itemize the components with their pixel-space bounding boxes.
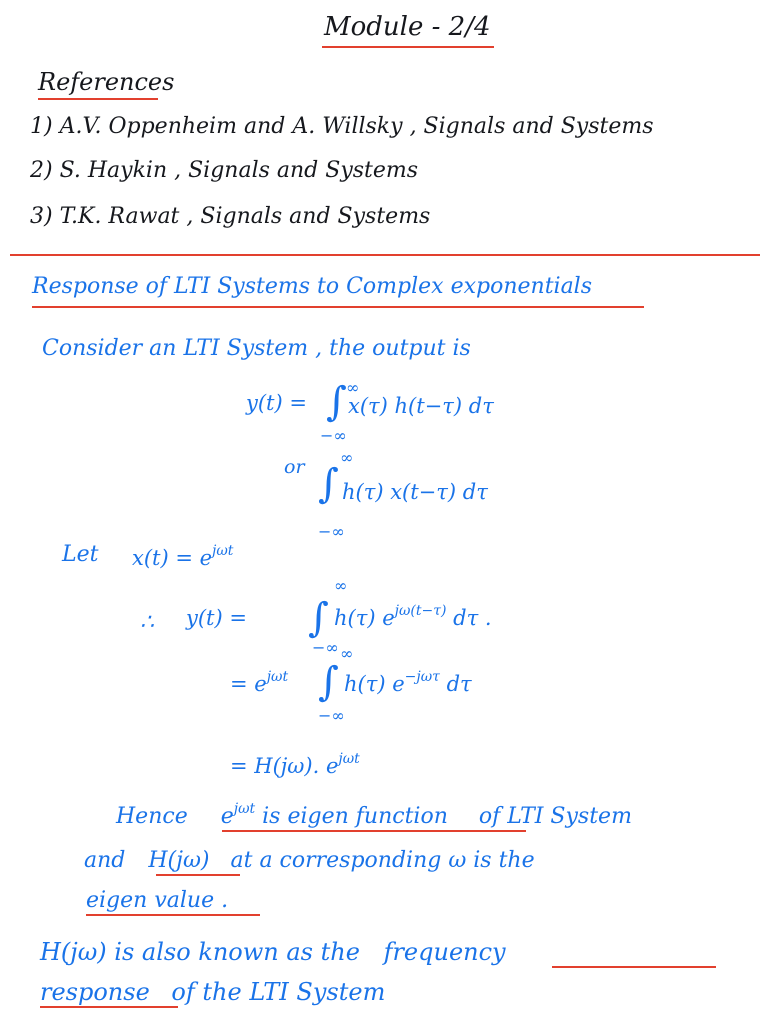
eq2-integrand: h(τ) x(t−τ) dτ bbox=[342, 480, 488, 504]
eq3-integral-sign: ∫ bbox=[308, 595, 329, 641]
section-heading-underline bbox=[32, 306, 644, 308]
therefore-symbol: ∴ bbox=[140, 610, 154, 635]
eigen-value: eigen value bbox=[86, 888, 215, 913]
eq3-upper-limit: ∞ bbox=[334, 576, 348, 595]
reference-item-3: 3) T.K. Rawat , Signals and Systems bbox=[30, 204, 431, 229]
eq3-lhs: y(t) = bbox=[186, 606, 247, 630]
freq-line-1 bbox=[40, 940, 506, 964]
eq3-tail: dτ . bbox=[453, 606, 492, 630]
freq-prefix: H(jω) is also known as the bbox=[40, 938, 360, 966]
eq4-prefix bbox=[230, 669, 289, 696]
section-heading: Response of LTI Systems to Complex exponentials bbox=[32, 274, 593, 299]
hence-line bbox=[116, 801, 632, 829]
hence-eigen-function bbox=[220, 801, 455, 829]
eigen-value-dot: . bbox=[221, 888, 229, 913]
hence-suffix: of LTI System bbox=[478, 804, 632, 829]
and-line bbox=[84, 850, 535, 872]
eq3-integrand-base: h(τ) e bbox=[334, 606, 395, 630]
eq5-base: = H(jω). e bbox=[230, 754, 339, 778]
eq1-upper-limit: ∞ bbox=[346, 378, 360, 397]
H-underline bbox=[156, 874, 240, 876]
let-prefix: Let bbox=[62, 542, 99, 567]
hence-eig-base: e bbox=[220, 804, 234, 829]
eq4-exponent-2: −jωτ bbox=[404, 669, 440, 685]
eq1-lhs: y(t) = bbox=[246, 391, 307, 415]
response-underline bbox=[40, 1006, 178, 1008]
eq4-tail: dτ bbox=[446, 672, 472, 696]
eq2-lower-limit: −∞ bbox=[318, 522, 345, 541]
module-title-underline bbox=[322, 46, 494, 48]
eq5-exponent: jωt bbox=[338, 751, 360, 767]
let-x-expression bbox=[132, 543, 234, 570]
eq4-integrand bbox=[344, 669, 472, 696]
eq4-upper-limit: ∞ bbox=[340, 644, 354, 663]
eigen-value-line bbox=[86, 890, 228, 912]
freq-underlined-1: frequency bbox=[383, 938, 506, 966]
eq4-integral-sign: ∫ bbox=[318, 659, 339, 705]
eq4-exponent: jωt bbox=[266, 669, 289, 685]
section-divider bbox=[10, 254, 760, 256]
references-heading: References bbox=[38, 68, 175, 96]
and-suffix: at a corresponding ω is the bbox=[230, 848, 535, 873]
eigen-value-underline bbox=[86, 914, 260, 916]
and-H: H(jω) bbox=[148, 848, 210, 873]
eq2-or: or bbox=[284, 456, 305, 478]
eq3-lower-limit: −∞ bbox=[312, 638, 339, 657]
eq1-integrand: x(τ) h(t−τ) dτ bbox=[348, 394, 494, 418]
freq-suffix: of the LTI System bbox=[171, 978, 386, 1006]
and-prefix: and bbox=[84, 848, 126, 873]
eigen-function-underline bbox=[222, 830, 526, 832]
eq5 bbox=[230, 751, 360, 778]
freq-underlined-2: response bbox=[40, 978, 150, 1006]
references-heading-underline bbox=[38, 98, 158, 100]
hence-is-eigen-function: is eigen function bbox=[262, 804, 448, 829]
eq2-upper-limit: ∞ bbox=[340, 448, 354, 467]
eq1-integral-sign: ∫ bbox=[326, 379, 347, 425]
let-x-exponent: jωt bbox=[212, 543, 234, 559]
hence-prefix: Hence bbox=[116, 804, 188, 829]
freq-line-2 bbox=[40, 980, 385, 1004]
module-title: Module - 2/4 bbox=[324, 12, 491, 42]
eq3-exponent: jω(t−τ) bbox=[394, 603, 447, 619]
intro-text: Consider an LTI System , the output is bbox=[42, 336, 471, 361]
reference-item-1: 1) A.V. Oppenheim and A. Willsky , Signals and Systems bbox=[30, 114, 654, 139]
eq1-lower-limit: −∞ bbox=[320, 426, 347, 445]
hence-eig-exponent: jωt bbox=[233, 801, 256, 817]
eq4-lhs: = e bbox=[230, 672, 267, 696]
eq4-integrand-base: h(τ) e bbox=[344, 672, 405, 696]
eq2-integral-sign: ∫ bbox=[318, 461, 339, 507]
frequency-underline bbox=[552, 966, 716, 968]
eq4-lower-limit: −∞ bbox=[318, 706, 345, 725]
let-x-base: x(t) = e bbox=[132, 546, 213, 570]
eq3-integrand bbox=[334, 603, 492, 630]
reference-item-2: 2) S. Haykin , Signals and Systems bbox=[30, 158, 419, 183]
